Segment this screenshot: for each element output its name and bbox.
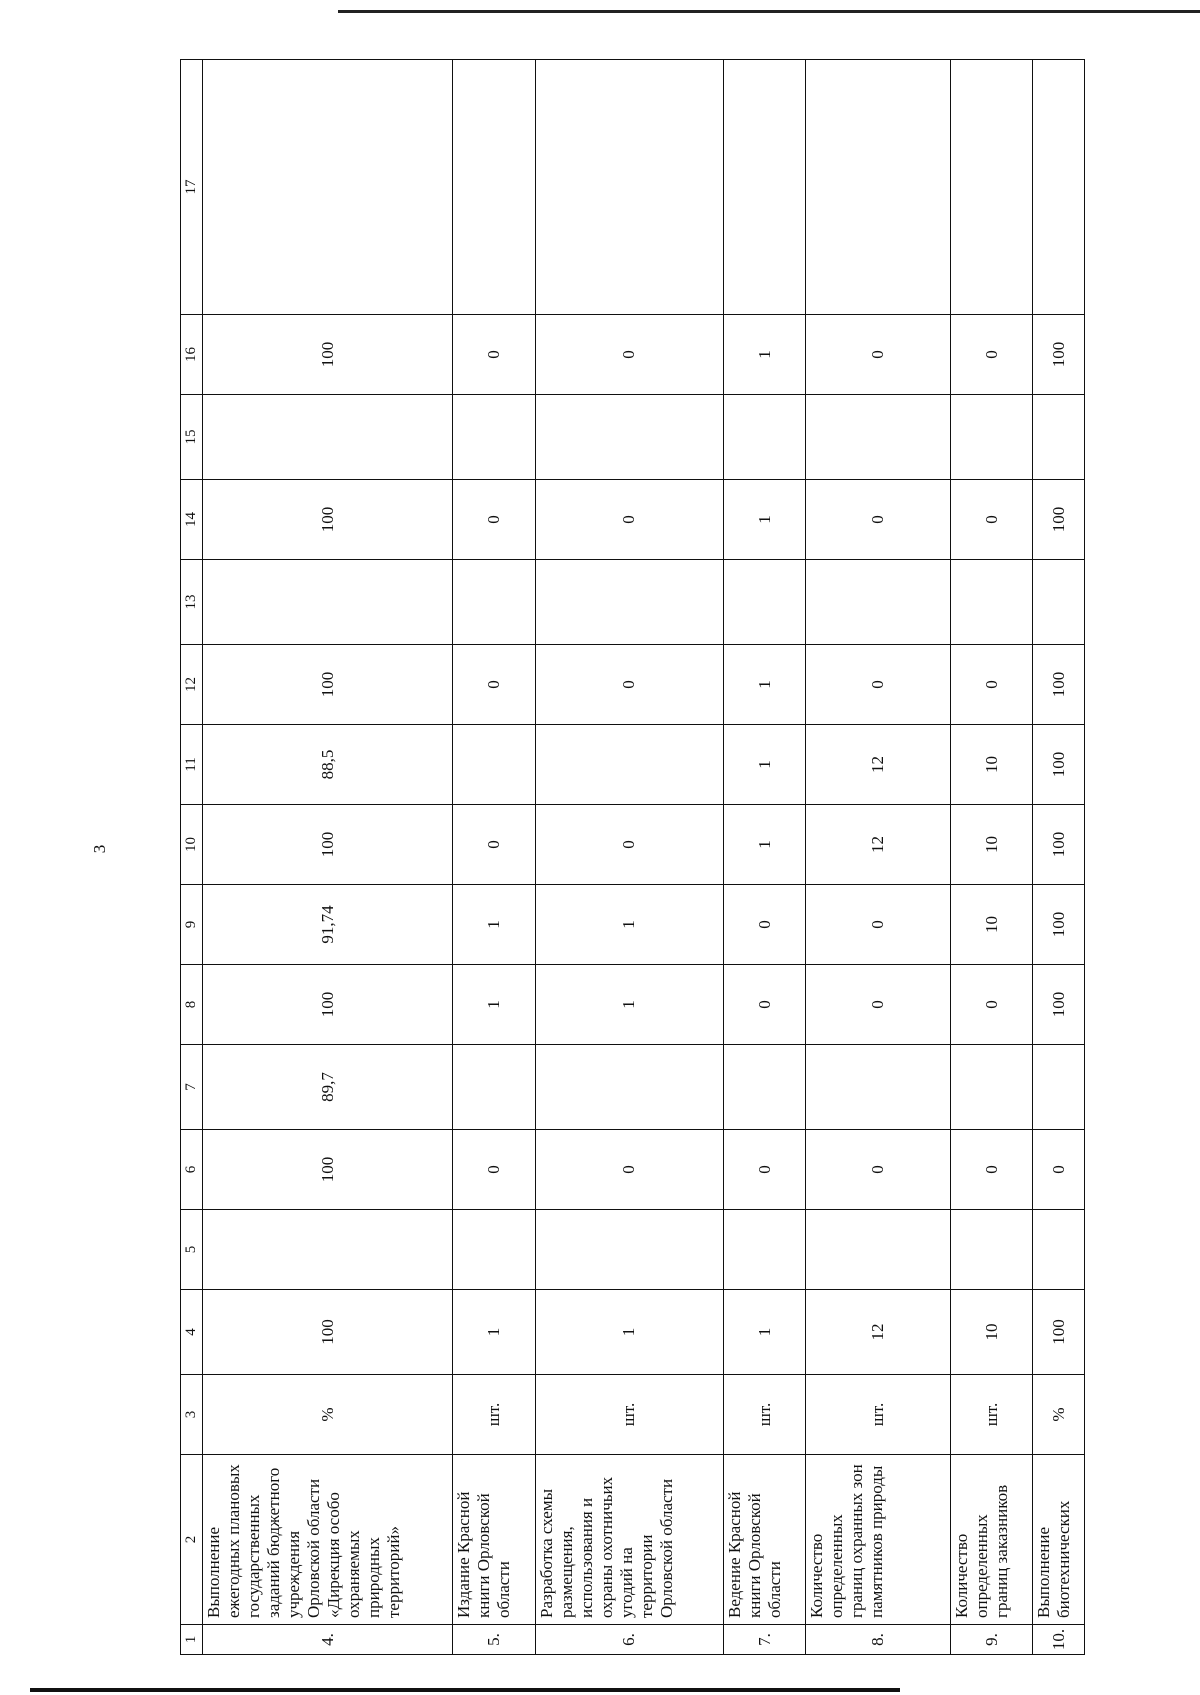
value-cell: 0 bbox=[453, 1130, 536, 1210]
value-cell bbox=[1033, 395, 1085, 480]
value-cell: 100 bbox=[202, 645, 453, 725]
value-cell bbox=[202, 395, 453, 480]
value-cell: 10 bbox=[950, 805, 1033, 885]
value-cell: 0 bbox=[1033, 1130, 1085, 1210]
value-cell: 1 bbox=[723, 480, 806, 560]
value-cell: 0 bbox=[535, 1130, 723, 1210]
value-cell: 1 bbox=[723, 725, 806, 805]
value-cell: 100 bbox=[202, 1290, 453, 1375]
value-cell bbox=[950, 1045, 1033, 1130]
table-row bbox=[202, 60, 453, 1655]
unit-cell: шт. bbox=[453, 1375, 536, 1455]
value-cell bbox=[806, 1045, 950, 1130]
value-cell bbox=[950, 395, 1033, 480]
unit-cell: % bbox=[1033, 1375, 1085, 1455]
value-cell: 100 bbox=[1033, 725, 1085, 805]
bottom-border-line bbox=[30, 1688, 900, 1692]
column-header: 3 bbox=[181, 1375, 203, 1455]
value-cell bbox=[806, 395, 950, 480]
value-cell bbox=[723, 1045, 806, 1130]
value-cell: 10 bbox=[950, 885, 1033, 965]
value-cell bbox=[723, 60, 806, 315]
value-cell bbox=[806, 1210, 950, 1290]
value-cell bbox=[1033, 1045, 1085, 1130]
top-border-line bbox=[338, 10, 1200, 13]
value-cell: 0 bbox=[806, 1130, 950, 1210]
column-header: 6 bbox=[181, 1130, 203, 1210]
value-cell bbox=[1033, 60, 1085, 315]
column-header: 8 bbox=[181, 965, 203, 1045]
indicator-name: Ведение Красной книги Орловской области bbox=[723, 1455, 806, 1625]
value-cell: 0 bbox=[535, 805, 723, 885]
row-number: 6. bbox=[535, 1625, 723, 1655]
value-cell: 100 bbox=[1033, 645, 1085, 725]
value-cell bbox=[535, 560, 723, 645]
row-number: 8. bbox=[806, 1625, 950, 1655]
value-cell: 0 bbox=[806, 965, 950, 1045]
table-row bbox=[950, 60, 1033, 1655]
value-cell: 100 bbox=[1033, 315, 1085, 395]
value-cell: 1 bbox=[535, 1290, 723, 1375]
value-cell bbox=[202, 560, 453, 645]
column-header: 15 bbox=[181, 395, 203, 480]
value-cell: 1 bbox=[535, 965, 723, 1045]
value-cell: 1 bbox=[723, 315, 806, 395]
value-cell: 0 bbox=[950, 645, 1033, 725]
column-header: 17 bbox=[181, 60, 203, 315]
indicator-name: Выполнение ежегодных плановых государственных заданий бюджетного учреждения Орловской области «Дирекция особо охраняемых природных территорий» bbox=[202, 1455, 453, 1625]
column-header: 11 bbox=[181, 725, 203, 805]
value-cell: 1 bbox=[723, 1290, 806, 1375]
value-cell bbox=[535, 60, 723, 315]
value-cell: 0 bbox=[806, 645, 950, 725]
value-cell: 12 bbox=[806, 725, 950, 805]
value-cell: 0 bbox=[950, 1130, 1033, 1210]
value-cell: 10 bbox=[950, 725, 1033, 805]
value-cell bbox=[535, 725, 723, 805]
value-cell: 1 bbox=[723, 645, 806, 725]
value-cell bbox=[202, 60, 453, 315]
value-cell: 88,5 bbox=[202, 725, 453, 805]
value-cell bbox=[535, 395, 723, 480]
value-cell: 100 bbox=[202, 965, 453, 1045]
value-cell: 89,7 bbox=[202, 1045, 453, 1130]
value-cell: 10 bbox=[950, 1290, 1033, 1375]
value-cell bbox=[806, 60, 950, 315]
value-cell: 100 bbox=[1033, 885, 1085, 965]
indicator-name: Издание Красной книги Орловской области bbox=[453, 1455, 536, 1625]
value-cell bbox=[535, 1210, 723, 1290]
value-cell: 100 bbox=[1033, 1290, 1085, 1375]
indicator-name: Количество определенных границ охранных зон памятников природы bbox=[806, 1455, 950, 1625]
column-header: 1 bbox=[181, 1625, 203, 1655]
value-cell bbox=[1033, 560, 1085, 645]
value-cell: 1 bbox=[453, 965, 536, 1045]
column-header: 5 bbox=[181, 1210, 203, 1290]
value-cell: 100 bbox=[202, 315, 453, 395]
unit-cell: шт. bbox=[723, 1375, 806, 1455]
value-cell: 0 bbox=[806, 480, 950, 560]
value-cell bbox=[535, 1045, 723, 1130]
value-cell: 91,74 bbox=[202, 885, 453, 965]
value-cell bbox=[723, 1210, 806, 1290]
value-cell: 0 bbox=[950, 480, 1033, 560]
column-header: 14 bbox=[181, 480, 203, 560]
value-cell: 0 bbox=[535, 480, 723, 560]
value-cell: 0 bbox=[806, 315, 950, 395]
column-header: 12 bbox=[181, 645, 203, 725]
value-cell: 0 bbox=[535, 315, 723, 395]
row-number: 5. bbox=[453, 1625, 536, 1655]
value-cell: 0 bbox=[723, 885, 806, 965]
column-header: 4 bbox=[181, 1290, 203, 1375]
value-cell: 0 bbox=[950, 965, 1033, 1045]
value-cell bbox=[950, 560, 1033, 645]
value-cell: 0 bbox=[453, 805, 536, 885]
column-header: 9 bbox=[181, 885, 203, 965]
value-cell: 100 bbox=[1033, 805, 1085, 885]
value-cell bbox=[723, 560, 806, 645]
table-row bbox=[723, 60, 806, 1655]
table-row bbox=[806, 60, 950, 1655]
value-cell bbox=[453, 725, 536, 805]
row-number: 9. bbox=[950, 1625, 1033, 1655]
value-cell: 1 bbox=[453, 885, 536, 965]
value-cell: 0 bbox=[535, 645, 723, 725]
value-cell: 100 bbox=[1033, 480, 1085, 560]
value-cell: 1 bbox=[453, 1290, 536, 1375]
value-cell: 0 bbox=[723, 1130, 806, 1210]
column-header: 2 bbox=[181, 1455, 203, 1625]
value-cell bbox=[453, 60, 536, 315]
value-cell bbox=[950, 60, 1033, 315]
table-row bbox=[1033, 60, 1085, 1655]
unit-cell: шт. bbox=[535, 1375, 723, 1455]
value-cell bbox=[723, 395, 806, 480]
column-header: 16 bbox=[181, 315, 203, 395]
rotated-table-container bbox=[180, 60, 1085, 1655]
unit-cell: шт. bbox=[950, 1375, 1033, 1455]
value-cell bbox=[453, 560, 536, 645]
value-cell: 12 bbox=[806, 1290, 950, 1375]
value-cell: 100 bbox=[202, 1130, 453, 1210]
row-number: 7. bbox=[723, 1625, 806, 1655]
value-cell: 0 bbox=[806, 885, 950, 965]
row-number: 10. bbox=[1033, 1625, 1085, 1655]
column-header: 13 bbox=[181, 560, 203, 645]
value-cell bbox=[453, 1210, 536, 1290]
value-cell: 12 bbox=[806, 805, 950, 885]
table-row bbox=[453, 60, 536, 1655]
value-cell bbox=[950, 1210, 1033, 1290]
value-cell bbox=[202, 1210, 453, 1290]
column-header: 7 bbox=[181, 1045, 203, 1130]
unit-cell: шт. bbox=[806, 1375, 950, 1455]
table-row bbox=[535, 60, 723, 1655]
unit-cell: % bbox=[202, 1375, 453, 1455]
row-number: 4. bbox=[202, 1625, 453, 1655]
value-cell: 100 bbox=[1033, 965, 1085, 1045]
value-cell: 100 bbox=[202, 805, 453, 885]
value-cell bbox=[1033, 1210, 1085, 1290]
value-cell: 0 bbox=[950, 315, 1033, 395]
column-header: 10 bbox=[181, 805, 203, 885]
value-cell: 0 bbox=[453, 315, 536, 395]
indicators-table bbox=[180, 59, 1085, 1655]
value-cell: 1 bbox=[535, 885, 723, 965]
value-cell: 1 bbox=[723, 805, 806, 885]
value-cell: 0 bbox=[453, 480, 536, 560]
value-cell bbox=[806, 560, 950, 645]
value-cell: 0 bbox=[723, 965, 806, 1045]
header-row bbox=[181, 60, 203, 1655]
indicator-name: Выполнение биотехнических bbox=[1033, 1455, 1085, 1625]
value-cell: 100 bbox=[202, 480, 453, 560]
page-number: 3 bbox=[90, 844, 109, 854]
indicator-name: Разработка схемы размещения, использования и охраны охотничьих угодий на территории Орловской области bbox=[535, 1455, 723, 1625]
value-cell: 0 bbox=[453, 645, 536, 725]
value-cell bbox=[453, 1045, 536, 1130]
value-cell bbox=[453, 395, 536, 480]
indicator-name: Количество определенных границ заказников bbox=[950, 1455, 1033, 1625]
